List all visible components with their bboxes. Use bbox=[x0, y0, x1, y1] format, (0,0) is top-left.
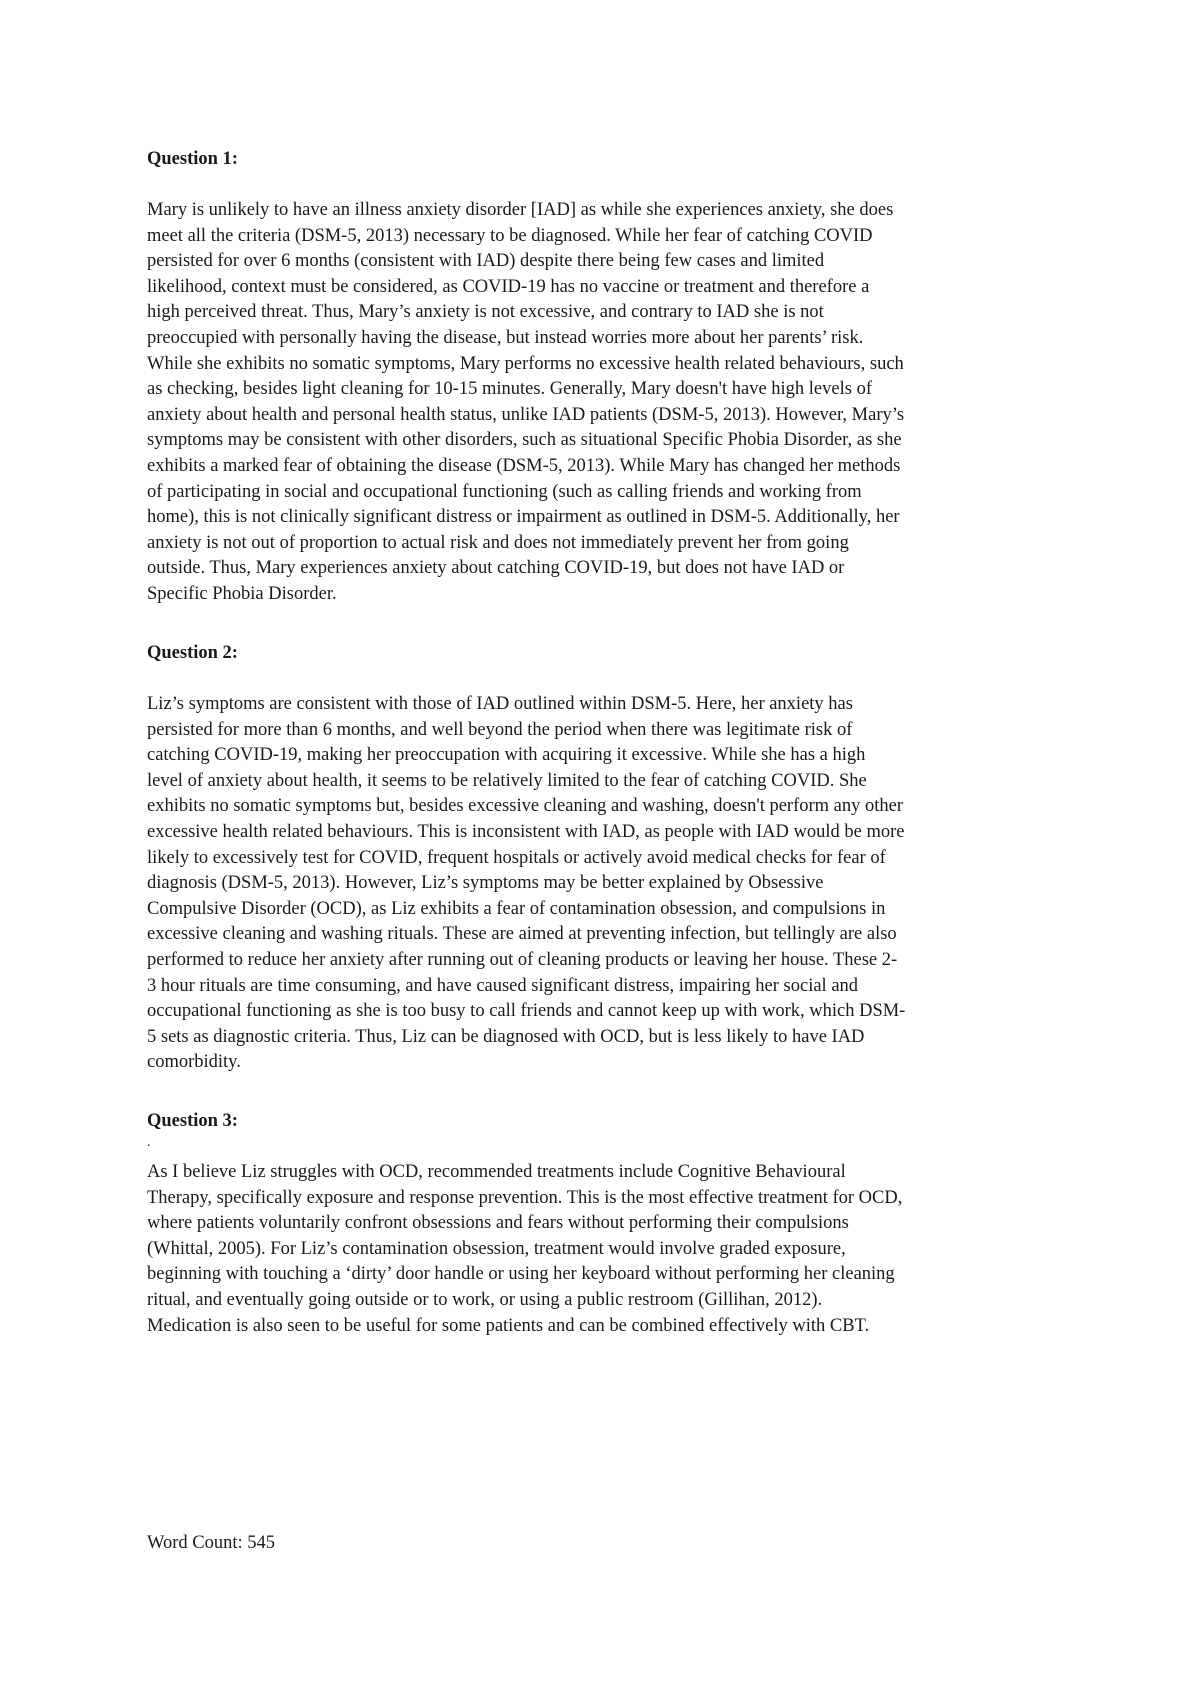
question-2-heading: Question 2: bbox=[147, 643, 238, 663]
text-line: 5 sets as diagnostic criteria. Thus, Liz can be diagnosed with OCD, but is less likely to have IAD bbox=[147, 1026, 865, 1047]
text-line: likelihood, context must be considered, as COVID-19 has no vaccine or treatment and therefore a bbox=[147, 276, 870, 297]
text-line: persisted for more than 6 months, and well beyond the period when there was legitimate risk of bbox=[147, 719, 853, 740]
text-line: excessive cleaning and washing rituals. These are aimed at preventing infection, but tellingly are also bbox=[147, 924, 897, 945]
text-line: meet all the criteria (DSM-5, 2013) necessary to be diagnosed. While her fear of catching COVID bbox=[147, 225, 873, 246]
question-3-heading: Question 3: bbox=[147, 1111, 238, 1131]
text-line: exhibits no somatic symptoms but, besides excessive cleaning and washing, doesn't perform any other bbox=[147, 796, 904, 817]
text-line: Medication is also seen to be useful for some patients and can be combined effectively with CBT. bbox=[147, 1315, 870, 1336]
question-1-heading: Question 1: bbox=[147, 149, 238, 169]
text-line: anxiety is not out of proportion to actual risk and does not immediately prevent her from going bbox=[147, 532, 849, 553]
text-line: excessive health related behaviours. This is inconsistent with IAD, as people with IAD would be more bbox=[147, 821, 905, 842]
text-line: Mary is unlikely to have an illness anxiety disorder [IAD] as while she experiences anxiety, she does bbox=[147, 200, 894, 220]
text-line: beginning with touching a ‘dirty’ door handle or using her keyboard without performing her cleaning bbox=[147, 1264, 895, 1285]
text-line: Specific Phobia Disorder. bbox=[147, 583, 337, 604]
text-line: performed to reduce her anxiety after running out of cleaning products or leaving her house. These 2- bbox=[147, 949, 898, 970]
text-line: Therapy, specifically exposure and response prevention. This is the most effective treatment for OCD, bbox=[147, 1187, 903, 1208]
text-line: likely to excessively test for COVID, frequent hospitals or actively avoid medical checks for fear of bbox=[147, 847, 886, 868]
text-line: preoccupied with personally having the disease, but instead worries more about her parents’ risk. bbox=[147, 327, 864, 348]
text-line: comorbidity. bbox=[147, 1052, 241, 1073]
text-line: Compulsive Disorder (OCD), as Liz exhibits a fear of contamination obsession, and compulsions in bbox=[147, 898, 886, 919]
text-line: diagnosis (DSM-5, 2013). However, Liz’s symptoms may be better explained by Obsessive bbox=[147, 873, 824, 894]
text-line: where patients voluntarily confront obsessions and fears without performing their compulsions bbox=[147, 1213, 849, 1234]
text-line: ritual, and eventually going outside or to work, or using a public restroom (Gillihan, 2012). bbox=[147, 1289, 823, 1310]
question-3-answer bbox=[147, 1160, 1067, 1339]
text-line: as checking, besides light cleaning for 10-15 minutes. Generally, Mary doesn't have high levels of bbox=[147, 379, 872, 400]
text-line: high perceived threat. Thus, Mary’s anxiety is not excessive, and contrary to IAD she is not bbox=[147, 302, 824, 323]
question-3-marker: . bbox=[147, 1135, 151, 1150]
text-line: persisted for over 6 months (consistent with IAD) despite there being few cases and limited bbox=[147, 251, 825, 272]
text-line: level of anxiety about health, it seems to be relatively limited to the fear of catching COVID. She bbox=[147, 770, 867, 791]
text-line: home), this is not clinically significant distress or impairment as outlined in DSM-5. Additionally, her bbox=[147, 507, 900, 528]
text-line: outside. Thus, Mary experiences anxiety about catching COVID-19, but does not have IAD or bbox=[147, 558, 845, 579]
text-line: exhibits a marked fear of obtaining the disease (DSM-5, 2013). While Mary has changed her methods bbox=[147, 455, 901, 476]
text-line: While she exhibits no somatic symptoms, Mary performs no excessive health related behaviours, such bbox=[147, 353, 904, 374]
text-line: As I believe Liz struggles with OCD, recommended treatments include Cognitive Behavioural bbox=[147, 1162, 846, 1182]
text-line: occupational functioning as she is too busy to call friends and cannot keep up with work, which DSM- bbox=[147, 1001, 906, 1022]
question-2-answer bbox=[147, 692, 1067, 1076]
text-line: anxiety about health and personal health status, unlike IAD patients (DSM-5, 2013). However, Mary’s bbox=[147, 404, 905, 425]
text-line: catching COVID-19, making her preoccupation with acquiring it excessive. While she has a high bbox=[147, 745, 866, 766]
text-line: of participating in social and occupational functioning (such as calling friends and working from bbox=[147, 481, 862, 502]
text-line: symptoms may be consistent with other disorders, such as situational Specific Phobia Disorder, as she bbox=[147, 430, 902, 451]
question-1-answer bbox=[147, 198, 1067, 608]
text-line: 3 hour rituals are time consuming, and have caused significant distress, impairing her social and bbox=[147, 975, 859, 996]
text-line: (Whittal, 2005). For Liz’s contamination obsession, treatment would involve graded exposure, bbox=[147, 1238, 846, 1259]
text-line: Liz’s symptoms are consistent with those of IAD outlined within DSM-5. Here, her anxiety has bbox=[147, 694, 853, 714]
word-count: Word Count: 545 bbox=[147, 1533, 276, 1553]
